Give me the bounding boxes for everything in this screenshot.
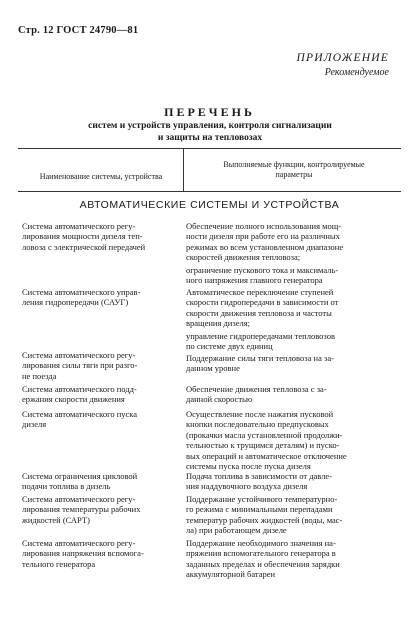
cell-line: дизеля bbox=[22, 419, 47, 430]
cell-line: ния наддувочного воздуха дизеля bbox=[186, 481, 308, 492]
document-title: ПЕРЕЧЕНЬ bbox=[164, 105, 255, 119]
page-header: Стр. 12 ГОСТ 24790—81 bbox=[18, 25, 139, 36]
section-title: АВТОМАТИЧЕСКИЕ СИСТЕМЫ И УСТРОЙСТВА bbox=[79, 199, 340, 211]
cell-line: Система ограничения цикловой bbox=[22, 471, 138, 481]
system-name-cell bbox=[22, 494, 182, 525]
cell-line: по системе двух единиц bbox=[186, 341, 273, 352]
cell-line: ного напряжения главного генератора bbox=[186, 275, 323, 286]
cell-line: Система автоматического регу- bbox=[22, 538, 136, 548]
cell-line: скорости движения тепловоза и частоты bbox=[186, 307, 332, 318]
cell-line: Система автоматического регу- bbox=[22, 350, 136, 360]
function-cell bbox=[186, 221, 400, 263]
appendix-note: Рекомендуемое bbox=[324, 67, 389, 78]
cell-line: управление гидропередачами тепловозов bbox=[186, 331, 335, 341]
cell-line: жидкостей (САРТ) bbox=[22, 514, 90, 525]
table-header-rule bbox=[18, 191, 401, 192]
cell-line: вращения дизеля; bbox=[186, 318, 251, 329]
system-name-cell bbox=[22, 538, 182, 569]
function-cell bbox=[186, 494, 400, 536]
function-cell bbox=[186, 409, 400, 471]
function-cell bbox=[186, 287, 400, 329]
cell-line: аккумуляторной батареи bbox=[186, 569, 276, 580]
cell-line: системы пуска после пуска дизеля bbox=[186, 461, 311, 472]
cell-line: ержания скорости движения bbox=[22, 394, 125, 405]
cell-line: Подача топлива в зависимости от давле- bbox=[186, 471, 333, 481]
table-top-rule bbox=[18, 148, 401, 149]
cell-line: Осуществление после нажатия пусковой bbox=[186, 409, 334, 419]
cell-line: пряжения вспомогательного генератора в bbox=[186, 548, 336, 559]
cell-line: скорости гидропередачи в зависимости от bbox=[186, 297, 339, 308]
function-cell bbox=[186, 331, 400, 352]
cell-line: Автоматическое переключение ступеней bbox=[186, 287, 334, 297]
cell-line: Система автоматического управ- bbox=[22, 287, 141, 297]
function-cell bbox=[186, 471, 400, 492]
cell-line: скоростей движения тепловоза; bbox=[186, 252, 301, 263]
cell-line: ла) при работающем дизеле bbox=[186, 525, 287, 536]
cell-line: режимах во всем установленном диапазоне bbox=[186, 241, 344, 252]
cell-line: данном уровне bbox=[186, 363, 240, 374]
cell-line: (прокачки масла установленной продолжи- bbox=[186, 429, 343, 440]
cell-line: заданных пределах и обеспечения зарядки bbox=[186, 558, 340, 569]
cell-line: тельностью к трущимся деталям) и пуско- bbox=[186, 440, 340, 451]
cell-line: ловоза с электрической передачей bbox=[22, 241, 146, 252]
system-name-cell bbox=[22, 409, 182, 430]
cell-line: вых операций и автоматическое отключение bbox=[186, 450, 347, 461]
cell-line: Система автоматического пуска bbox=[22, 409, 138, 419]
cell-line: ности дизеля при работе его на различных bbox=[186, 231, 340, 242]
document-subtitle bbox=[60, 121, 360, 144]
cell-line: ления гидропередачи (САУГ) bbox=[22, 297, 129, 308]
cell-line: Поддержание устойчивого температурно- bbox=[186, 494, 338, 504]
subtitle-line: систем и устройств управления, контроля сигнализации bbox=[88, 121, 332, 131]
cell-line: Обеспечение полного использования мощ- bbox=[186, 221, 342, 231]
cell-line: кнопки последовательно предпусковых bbox=[186, 419, 329, 430]
system-name-cell bbox=[22, 471, 182, 492]
cell-line: ограничение пускового тока и максималь- bbox=[186, 265, 339, 275]
cell-line: лирования мощности дизеля теп- bbox=[22, 231, 143, 242]
column-header-line: Выполняемые функции, контролируемые bbox=[223, 160, 365, 169]
cell-line: Система автоматического подд- bbox=[22, 384, 137, 394]
cell-line: го режима с минимальными перепадами bbox=[186, 504, 333, 515]
system-name-cell bbox=[22, 221, 182, 252]
cell-line: температур рабочих жидкостей (воды, мас- bbox=[186, 514, 343, 525]
cell-line: Система автоматического регу- bbox=[22, 494, 136, 504]
cell-line: лирования силы тяги при разго- bbox=[22, 360, 138, 371]
cell-line: Обеспечение движения тепловоза с за- bbox=[186, 384, 327, 394]
subtitle-line: и защиты на тепловозах bbox=[157, 132, 263, 143]
cell-line: не поезда bbox=[22, 370, 57, 381]
cell-line: тельного генератора bbox=[22, 558, 96, 569]
cell-line: Поддержание силы тяги тепловоза на за- bbox=[186, 353, 334, 363]
function-cell bbox=[186, 353, 400, 374]
function-cell bbox=[186, 265, 400, 286]
column-header-line: параметры bbox=[275, 170, 313, 179]
column-header-functions bbox=[187, 160, 401, 180]
function-cell bbox=[186, 384, 400, 405]
function-cell bbox=[186, 538, 400, 580]
cell-line: Поддержание необходимого значения на- bbox=[186, 538, 336, 548]
cell-line: Система автоматического регу- bbox=[22, 221, 136, 231]
system-name-cell bbox=[22, 287, 182, 308]
cell-line: данной скоростью bbox=[186, 394, 253, 405]
cell-line: подачи топлива в дизель bbox=[22, 481, 111, 492]
system-name-cell bbox=[22, 350, 182, 381]
system-name-cell bbox=[22, 384, 182, 405]
cell-line: лирования напряжения вспомога- bbox=[22, 548, 144, 559]
column-header-system: Наименование системы, устройства bbox=[39, 172, 163, 181]
appendix-label: ПРИЛОЖЕНИЕ bbox=[296, 52, 389, 64]
cell-line: лирования температуры рабочих bbox=[22, 504, 141, 515]
header-column-divider bbox=[183, 148, 184, 191]
